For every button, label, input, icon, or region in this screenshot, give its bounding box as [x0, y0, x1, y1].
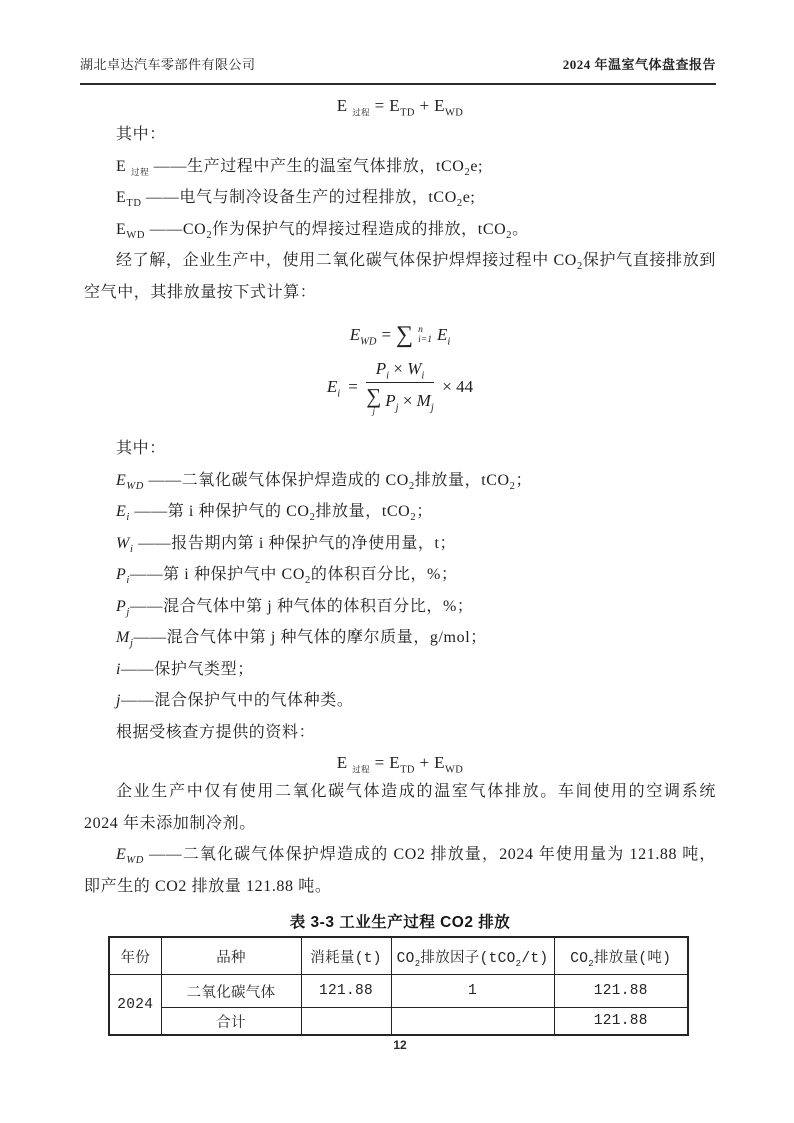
sigma-lower-limit: i=1 [418, 335, 432, 345]
header-cell-emission: $CO_2$排放量(吨) [554, 937, 688, 975]
formula-sum-rhs: $E_i$ [436, 325, 451, 348]
header-cell-variety: 品种 [161, 937, 301, 975]
definition-line-pj: $P_j——$混合气体中第 j 种气体的体积百分比，%； [116, 597, 474, 618]
cell-total-consumption [301, 1008, 391, 1036]
table-header-row [109, 937, 688, 975]
fraction-numerator: $P_i \times W_i$ [366, 359, 435, 383]
cell-emission: 121.88 [554, 975, 688, 1008]
cell-total-factor [391, 1008, 554, 1036]
page-header [80, 56, 716, 85]
header-cell-consumption: 消耗量(t) [301, 937, 391, 975]
definition-line-e-process: E $_{过程}$ ——生产过程中产生的温室气体排放，tCO$_2$e; [116, 157, 484, 178]
definition-line-wi: $W_i$ ——报告期内第 i 种保护气的净使用量，t； [116, 534, 457, 555]
company-name: 湖北卓达汽车零部件有限公司 [80, 57, 256, 72]
formula-frac-lhs: $E_i$ [326, 377, 341, 400]
table-wrapper [108, 936, 716, 1036]
denominator-terms: $P_j \times M_j$ [385, 390, 434, 413]
label-among-2: 其中： [116, 440, 166, 457]
sigma-sub: j [372, 406, 376, 416]
formula-process-total: E $_{过程} = E_{TD} + E_{WD}$ [336, 96, 464, 119]
table-caption: 表 3-3 工业生产过程 CO2 排放 [289, 914, 511, 931]
sigma-upper-limit: n [418, 325, 423, 335]
label-among-1: 其中： [116, 126, 166, 143]
definition-line-etd: $E_{TD}$ ——电气与制冷设备生产的过程排放，tCO$_2$e; [116, 189, 476, 210]
para-ewd-usage: $E_{WD}$ ——二氧化碳气体保护焊造成的 CO2 排放量，2024 年使用量为 121.88 吨，即产生的 CO2 排放量 121.88 吨。 [84, 846, 716, 895]
fraction-denominator [366, 385, 433, 415]
cell-total-emission: 121.88 [554, 1008, 688, 1036]
header-cell-factor: $CO_2$排放因子(tCO$_2$/t) [391, 937, 554, 975]
definition-line-ei: $E_i$ ——第 i 种保护气的 $CO_2$排放量，tCO$_2$； [116, 503, 433, 524]
header-cell-year: 年份 [109, 937, 161, 975]
cell-year: 2024 [109, 975, 161, 1036]
cell-total-label: 合计 [161, 1008, 301, 1036]
formula-frac-equals: = [348, 377, 358, 396]
para-data-basis: 根据受核查方提供的资料： [116, 723, 316, 741]
definition-line-mj: $M_j——$混合气体中第 j 种气体的摩尔质量，g/mol； [116, 629, 487, 650]
formula-ei-fraction [84, 356, 716, 418]
definition-line-ewd2: $E_{WD}$ ——二氧化碳气体保护焊造成的 $CO_2$排放量，tCO$_2$； [116, 471, 533, 492]
para-co2-only: 企业生产中仅有使用二氧化碳气体造成的温室气体排放。车间使用的空调系统 2024 年未添加制冷剂。 [84, 783, 716, 832]
formula-process-total-2: E $_{过程} = E_{TD} + E_{WD}$ [336, 753, 464, 776]
cell-consumption: 121.88 [301, 975, 391, 1008]
definition-line-pi: $P_i——$第 i 种保护气中 $CO_2$的体积百分比，%； [116, 566, 458, 587]
body-column [84, 93, 716, 1052]
definition-line-j: j——混合保护气中的气体种类。 [116, 692, 354, 709]
definition-line-i: i——保护气类型； [116, 660, 254, 678]
formula-sum-equals: = [381, 325, 392, 344]
cell-variety: 二氧化碳气体 [161, 975, 301, 1008]
table-row [109, 975, 688, 1008]
denominator-sigma [366, 386, 381, 415]
report-title: 2024 年温室气体盘查报告 [562, 57, 716, 72]
formula-frac-factor: × 44 [442, 377, 474, 396]
table-row-total [109, 1008, 688, 1036]
sigma-symbol: ∑ [396, 322, 414, 348]
definition-line-ewd: $E_{WD}$ $——CO_2$作为保护气的焊接过程造成的排放，tCO$_2$。 [116, 220, 529, 241]
emissions-table [108, 936, 689, 1036]
formula-sum-lhs: $E_{WD}$ [349, 325, 377, 348]
para-welding-intro: 经了解，企业生产中，使用二氧化碳气体保护焊焊接过程中 $CO_2$保护气直接排放到空气中，其排放量按下式计算： [84, 252, 716, 301]
sigma-symbol: ∑ [366, 384, 382, 408]
formula-ewd-sum [84, 318, 716, 352]
sigma-limits [418, 325, 432, 345]
cell-factor: 1 [391, 975, 554, 1008]
page-number: 12 [393, 1038, 407, 1052]
fraction [366, 359, 435, 415]
